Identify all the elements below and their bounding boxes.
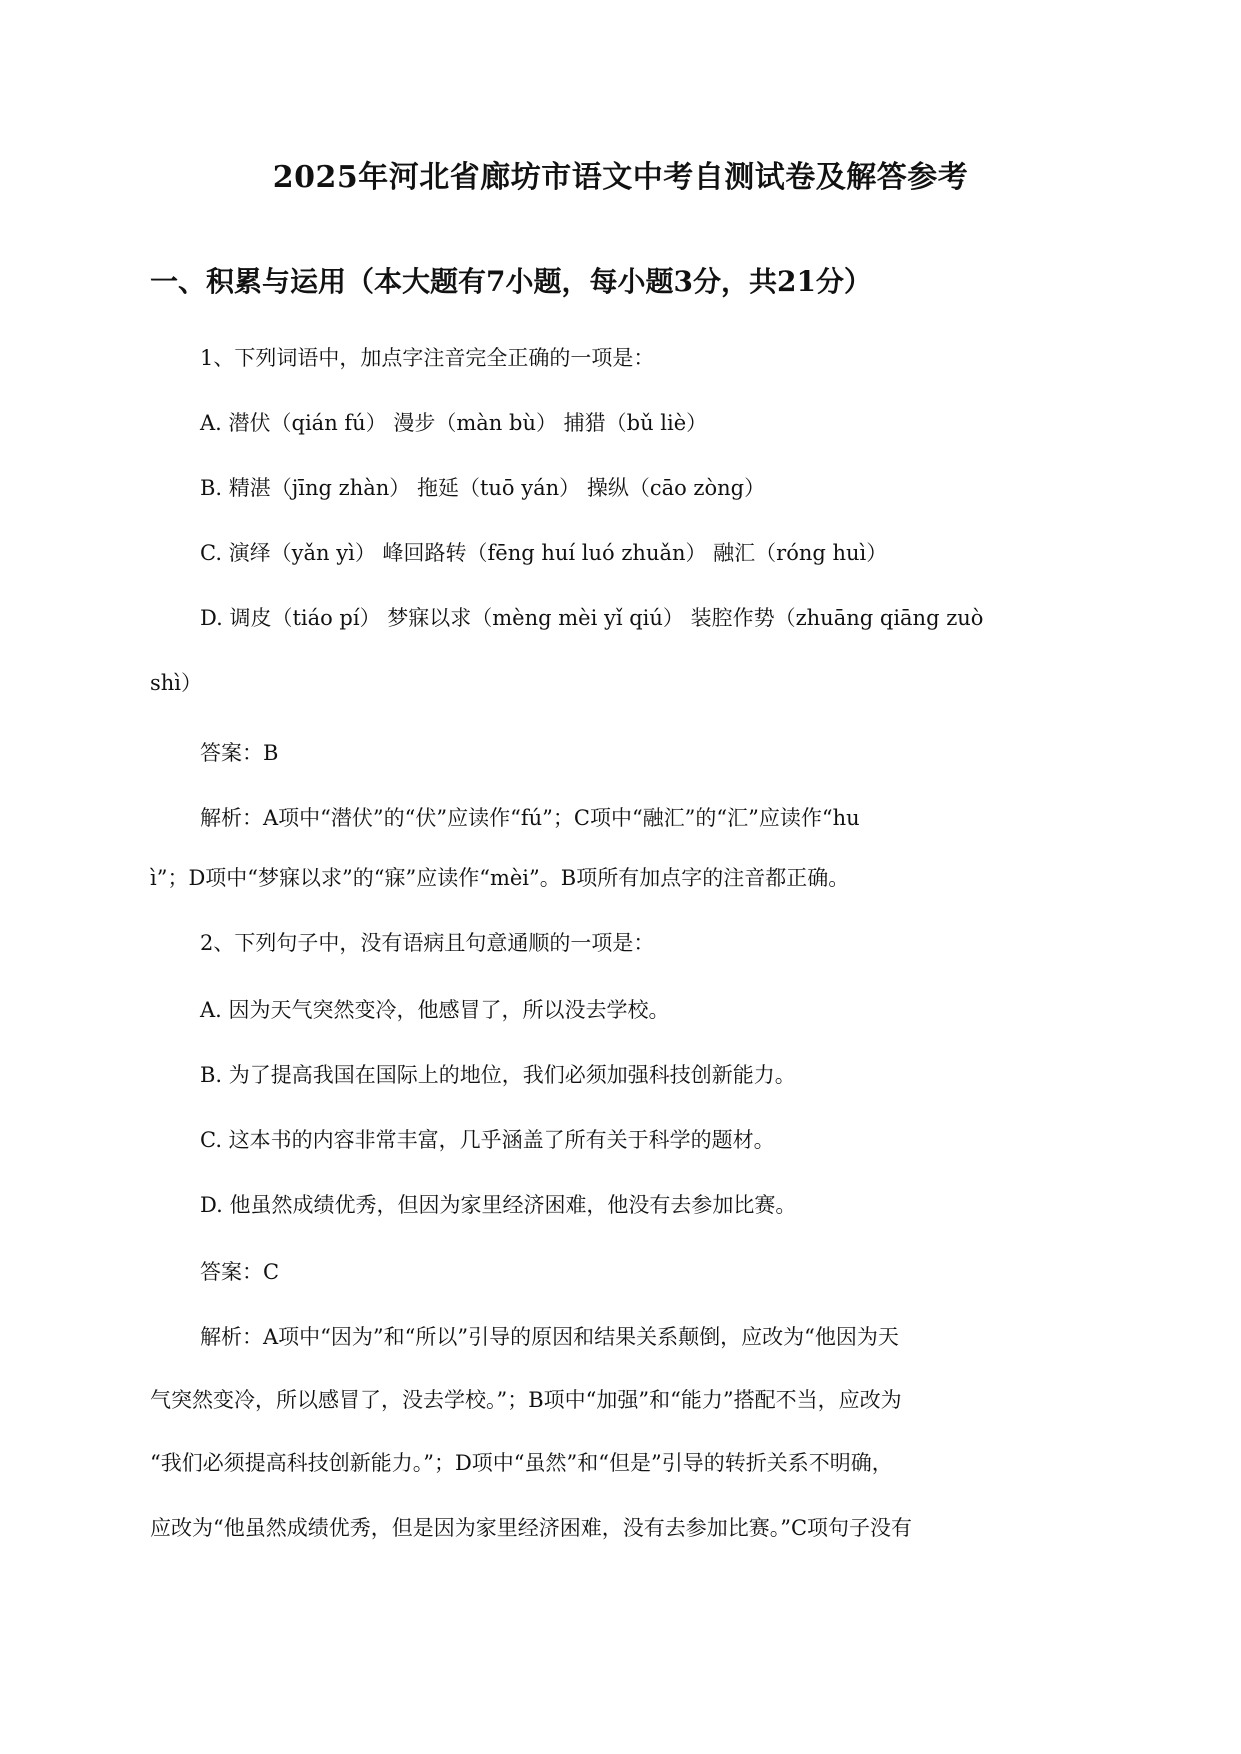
section-heading: 一、积累与运用（本大题有7小题，每小题3分，共21分） <box>150 265 872 298</box>
q2-option-a: A. 因为天气突然变冷，他感冒了，所以没去学校。 <box>200 998 670 1022</box>
q1-option-c: C. 演绎（yǎn yì） 峰回路转（fēng huí luó zhuǎn） 融汇（róng huì） <box>200 541 888 565</box>
q1-option-a: A. 潜伏（qián fú） 漫步（màn bù） 捕猎（bǔ liè） <box>200 411 708 435</box>
q1-option-b: B. 精湛（jīng zhàn） 拖延（tuō yán） 操纵（cāo zòng） <box>200 476 766 500</box>
q2-option-c: C. 这本书的内容非常丰富，几乎涵盖了所有关于科学的题材。 <box>200 1128 775 1152</box>
q2-option-d: D. 他虽然成绩优秀，但因为家里经济困难，他没有去参加比赛。 <box>200 1193 797 1217</box>
document-title: 2025年河北省廊坊市语文中考自测试卷及解答参考 <box>272 160 969 195</box>
q1-option-d: D. 调皮（tiáo pí） 梦寐以求（mèng mèi yǐ qiú） 装腔作势（zhuāng qiāng zuò <box>200 606 984 630</box>
q1-analysis-line-2: ì”；D项中“梦寐以求”的“寐”应读作“mèi”。B项所有加点字的注音都正确。 <box>150 866 850 890</box>
q2-analysis-line-3: “我们必须提高科技创新能力。”；D项中“虽然”和“但是”引导的转折关系不明确， <box>150 1451 893 1475</box>
q2-option-b: B. 为了提高我国在国际上的地位，我们必须加强科技创新能力。 <box>200 1063 796 1087</box>
q2-analysis-line-2: 气突然变冷，所以感冒了，没去学校。”；B项中“加强”和“能力”搭配不当，应改为 <box>150 1388 902 1412</box>
q1-answer: 答案：B <box>200 741 279 765</box>
q2-analysis-line-1: 解析：A项中“因为”和“所以”引导的原因和结果关系颠倒，应改为“他因为天 <box>200 1325 899 1349</box>
q2-stem: 2、下列句子中，没有语病且句意通顺的一项是： <box>200 931 655 955</box>
q1-option-d-continued: shì） <box>150 671 203 695</box>
q2-answer: 答案：C <box>200 1260 280 1284</box>
q1-analysis-line-1: 解析：A项中“潜伏”的“伏”应读作“fú”；C项中“融汇”的“汇”应读作“hu <box>200 806 860 830</box>
q1-stem: 1、下列词语中，加点字注音完全正确的一项是： <box>200 346 655 370</box>
q2-analysis-line-4: 应改为“他虽然成绩优秀，但是因为家里经济困难，没有去参加比赛。”C项句子没有 <box>150 1516 913 1540</box>
